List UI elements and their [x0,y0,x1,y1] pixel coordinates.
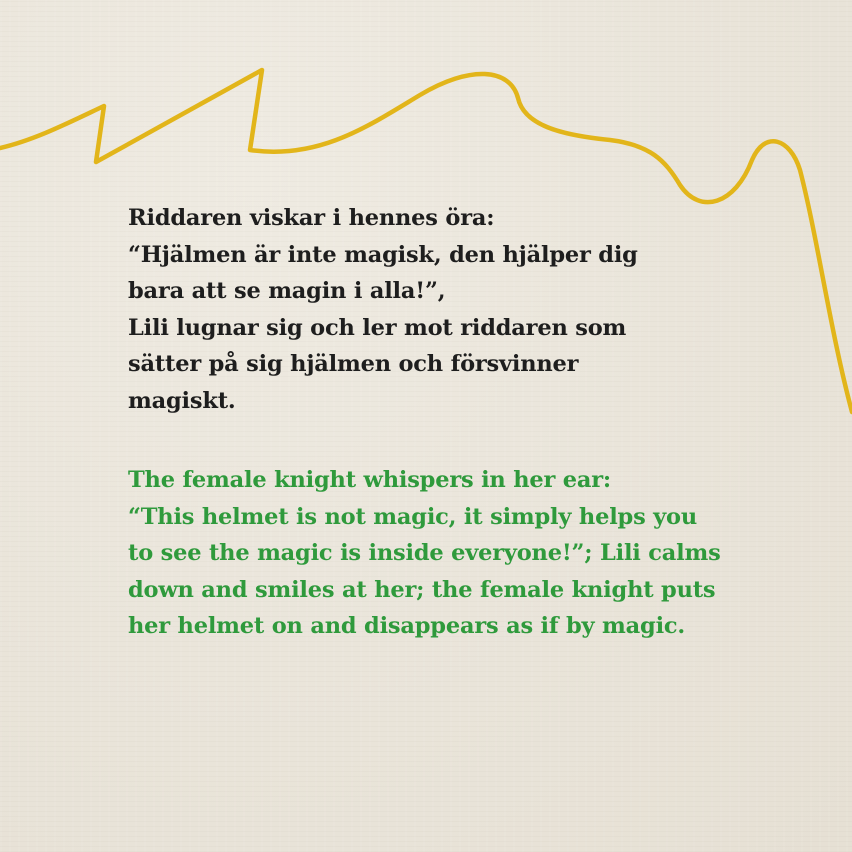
swedish-line: Riddaren viskar i hennes öra: [128,205,495,231]
swedish-line: magiskt. [128,387,236,414]
swedish-line: sätter på sig hjälmen och försvinner [128,351,579,377]
english-line: “This helmet is not magic, it simply helps you [128,503,698,530]
english-text [128,462,728,645]
swedish-line: bara att se magin i alla!”, [128,278,446,304]
swedish-text [128,200,728,419]
swedish-line: “Hjälmen är inte magisk, den hjälper dig [128,241,638,268]
english-line: to see the magic is inside everyone!”; Lili calms [128,540,721,566]
english-line: The female knight whispers in her ear: [128,467,612,493]
swedish-line: Lili lugnar sig och ler mot riddaren som [128,314,627,341]
english-line: down and smiles at her; the female knight puts [128,576,716,603]
english-line: her helmet on and disappears as if by magic. [128,613,686,639]
